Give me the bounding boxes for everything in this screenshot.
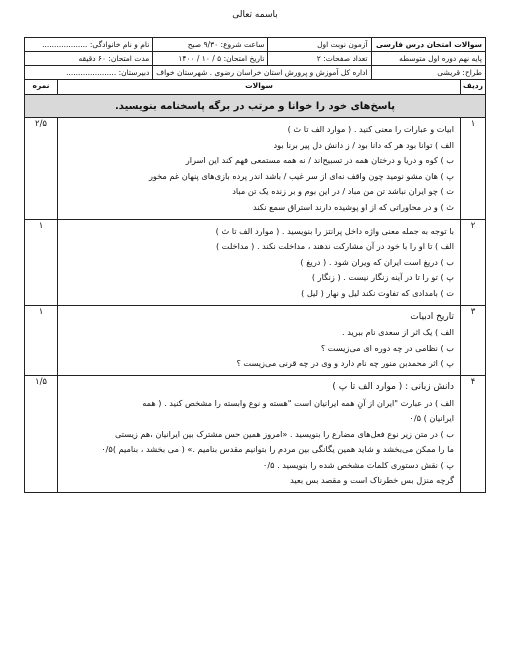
- question-line: الف ) تا او را با خود در آن مشارکت ندهند ، مداخلت نکند . ( مداخلت ): [216, 241, 454, 252]
- question-line: با توجه به جمله معنی واژه داخل پرانتز را بنویسید . ( موارد الف تا ث ): [215, 225, 454, 236]
- question-line: پ ) اثر محمدبن منور چه نام دارد و وی در چه قرنی می‌زیست ؟: [236, 358, 454, 369]
- question-number: ۲: [461, 219, 486, 305]
- instruction-row: [25, 95, 486, 118]
- question-content: [58, 375, 461, 492]
- designer: طراح: قریشی: [371, 66, 485, 80]
- question-score: ۲/۵: [25, 118, 58, 220]
- exam-date: تاریخ امتحان: ۵ / ۱۰ / ۱۴۰۰: [153, 52, 268, 66]
- question-line: پ ) هان مشو نومید چون واقف نه‌ای از سر غیب / باشد اندر پرده بازی‌های پنهان غم مخور: [148, 170, 454, 181]
- column-header-questions: سوالات: [58, 80, 461, 95]
- table-header-row: [25, 80, 486, 95]
- instruction-text: پاسخ‌های خود را خوانا و مرتب در برگه پاسخنامه بنویسید.: [25, 95, 486, 118]
- question-line: پ ) تو را تا در آینه زنگار نیست . ( زنگار ): [311, 272, 454, 283]
- question-score: ۱: [25, 219, 58, 305]
- question-line: ث ) و در محاوراتی که از او پوشیده دارند استراق سمع نکند: [252, 201, 454, 212]
- page-count: تعداد صفحات: ۲: [268, 52, 371, 66]
- question-row: [25, 219, 486, 305]
- exam-title: سوالات امتحان درس فارسی: [371, 38, 485, 52]
- header-row: [25, 52, 486, 66]
- page-title: باسمه تعالی: [232, 10, 278, 20]
- student-name-field: نام و نام خانوادگی: ...................: [25, 38, 153, 52]
- questions-table: [24, 79, 486, 493]
- question-line: ب ) کوه و دریا و درختان همه در تسبیح‌اند / نه همه مستمعی فهم کند این اسرار: [185, 155, 454, 166]
- column-header-score: نمره: [25, 80, 58, 95]
- question-line: الف ) یک اثر از سعدی نام ببرید .: [342, 327, 454, 338]
- question-row: [25, 305, 486, 375]
- question-line: ب ) نظامی در چه دوره ای می‌زیست ؟: [320, 342, 454, 353]
- question-line: ابیات و عبارات را معنی کنید . ( موارد الف تا ث ): [287, 124, 454, 134]
- question-row: [25, 375, 486, 492]
- education-office: اداره کل آموزش و پرورش استان خراسان رضوی . شهرستان خواف: [153, 66, 371, 80]
- question-line: الف ) در عبارت "ایران از آنِ همه ایرانیان است "هسته و نوع وابسته را مشخص کنید . ( همه: [142, 397, 454, 408]
- column-header-radif: ردیف: [461, 80, 486, 95]
- question-line: ب ) دریغ است ایران که ویران شود . ( دریغ ): [300, 256, 454, 267]
- question-score: ۱/۵: [25, 375, 58, 492]
- question-line: دانش زبانی : ( موارد الف تا پ ): [332, 381, 454, 392]
- question-content: [58, 219, 461, 305]
- question-line: الف ) توانا بود هر که دانا بود / ز دانش دل پیر برنا بود: [273, 139, 454, 150]
- question-line: ایرانیان ) ۰/۵: [409, 413, 454, 424]
- question-number: ۴: [461, 375, 486, 492]
- exam-header-table: [24, 37, 486, 80]
- question-line: ت ) چو ایران نباشد تن من مباد / در این بوم و بر زنده یک تن مباد: [232, 186, 454, 197]
- question-row: [25, 118, 486, 220]
- question-number: ۱: [461, 118, 486, 220]
- question-line: ت ) بامدادی که تفاوت نکند لیل و نهار ( لیل ): [301, 287, 454, 298]
- question-score: ۱: [25, 305, 58, 375]
- exam-duration: مدت امتحان: ۶۰ دقیقه: [25, 52, 153, 66]
- question-line: ما را ممکن می‌بخشد و شاید همین یگانگی بین مردم را بتوانیم مقدس بنامیم .» ( می بخشد ، بنامیم )۰/۵: [101, 444, 454, 455]
- question-line: پ ) نقش دستوری کلمات مشخص شده را بنویسید . ۰/۵: [262, 459, 454, 470]
- question-content: [58, 118, 461, 220]
- question-number: ۳: [461, 305, 486, 375]
- header-row: [25, 38, 486, 52]
- question-content: [58, 305, 461, 375]
- school-field: دبیرستان: .....................: [25, 66, 153, 80]
- question-line: ب ) در متن زیر نوع فعل‌های مضارع را بنویسید . «امروز همین حس مشترک بین ایرانیان ،هم زیستی: [114, 428, 454, 439]
- start-time: ساعت شروع: ۹/۳۰ صبح: [153, 38, 268, 52]
- header-row: [25, 66, 486, 80]
- question-line: گرچه منزل بس خطرناک است و مقصد بس بعید: [290, 475, 454, 486]
- grade-level: پایه نهم دوره اول متوسطه: [371, 52, 485, 66]
- exam-term: آزمون نوبت اول: [268, 38, 371, 52]
- question-line: تاریخ ادبیات: [410, 311, 454, 322]
